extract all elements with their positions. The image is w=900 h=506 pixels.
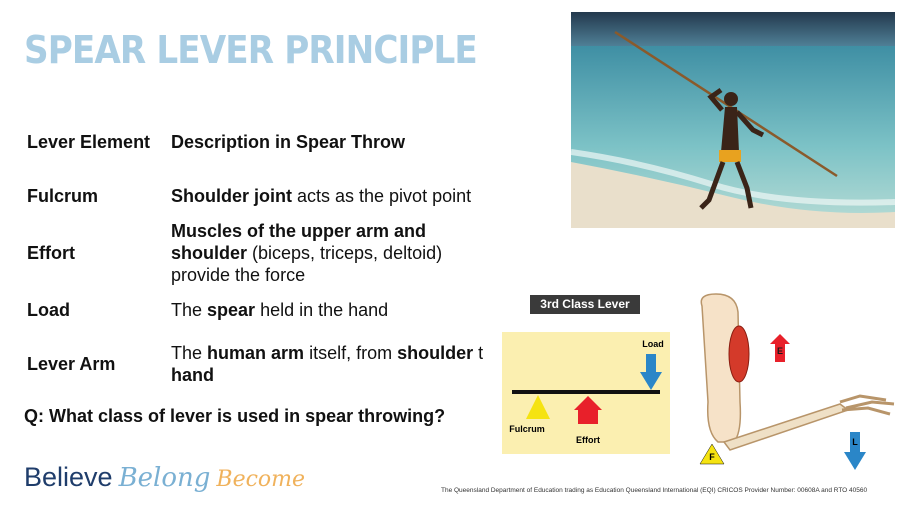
- header-description: Description in Spear Throw: [171, 132, 406, 152]
- believe-belong-become-logo: Believe Belong Become: [24, 462, 306, 493]
- fulcrum-arm-label: F: [709, 452, 715, 462]
- load-arm-label: L: [852, 437, 858, 447]
- lever-description: The spear held in the hand: [171, 300, 389, 320]
- arm-anatomy-diagram: [690, 292, 900, 472]
- biceps-muscle: [729, 326, 749, 382]
- lever-element-label: Load: [27, 299, 70, 320]
- lever-description: Muscles of the upper arm and shoulder (biceps, triceps, deltoid) provide the force: [171, 221, 443, 285]
- slide-title: SPEAR LEVER PRINCIPLE: [24, 28, 477, 72]
- lever-description: Shoulder joint acts as the pivot point: [171, 186, 472, 206]
- table-row: [27, 185, 507, 207]
- effort-arm-label: E: [776, 346, 784, 356]
- footer-provider-text: The Queensland Department of Education trading as Education Queensland International (EQI) CRICOS Provider Number: 00608A and RTO 40560: [441, 487, 868, 494]
- lever-element-label: Lever Arm: [27, 353, 116, 374]
- hand-bones: [840, 396, 894, 414]
- lever-element-label: Effort: [27, 242, 75, 263]
- question-text: Q: What class of lever is used in spear throwing?: [24, 406, 446, 426]
- lever-element-label: Fulcrum: [27, 185, 99, 206]
- table-header-row: [27, 131, 507, 153]
- effort-label: Effort: [576, 435, 600, 445]
- lever-class-tag: 3rd Class Lever: [530, 295, 640, 314]
- lever-diagram: [502, 294, 670, 454]
- table-row: [27, 299, 507, 321]
- header-lever-element: Lever Element: [27, 131, 151, 152]
- forearm-bone: [724, 404, 848, 450]
- load-label: Load: [642, 339, 664, 349]
- fulcrum-label: Fulcrum: [509, 424, 545, 434]
- lever-description: The human arm itself, from shoulder t hand: [171, 343, 484, 385]
- table-row: [27, 220, 507, 286]
- spear-thrower-photo: [571, 12, 895, 228]
- table-row: [27, 342, 507, 386]
